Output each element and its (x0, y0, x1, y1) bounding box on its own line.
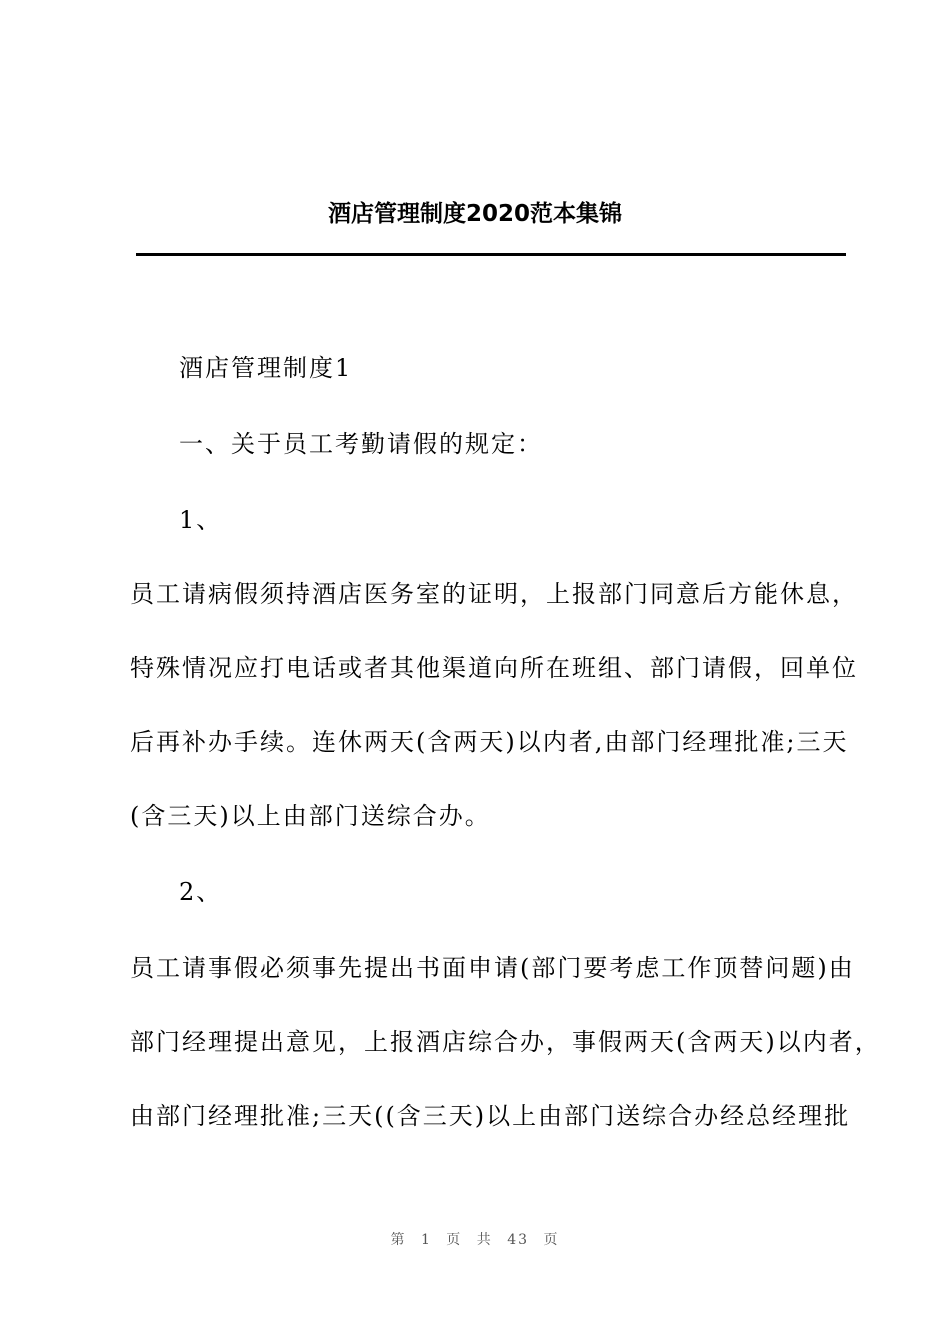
page-footer: 第 1 页 共 43 页 (390, 1232, 560, 1248)
paragraph-line: 员工请事假必须事先提出书面申请(部门要考虑工作顶替问题)由 (130, 954, 855, 982)
item-number: 2、 (179, 878, 223, 906)
paragraph-line: 部门经理提出意见，上报酒店综合办，事假两天(含两天)以内者， (130, 1028, 881, 1056)
paragraph-line: 后再补办手续。连休两天(含两天)以内者,由部门经理批准;三天 (130, 728, 849, 756)
document-title: 酒店管理制度2020范本集锦 (327, 201, 622, 227)
paragraph-line: 员工请病假须持酒店医务室的证明，上报部门同意后方能休息， (130, 580, 858, 608)
paragraph-line: 由部门经理批准;三天((含三天)以上由部门送综合办经总经理批 (130, 1102, 851, 1130)
paragraph-line: (含三天)以上由部门送综合办。 (130, 802, 491, 830)
subsection-heading: 一、关于员工考勤请假的规定： (179, 430, 543, 458)
title-underline (136, 253, 846, 256)
section-heading: 酒店管理制度1 (179, 354, 353, 382)
item-number: 1、 (179, 506, 223, 534)
paragraph-line: 特殊情况应打电话或者其他渠道向所在班组、部门请假，回单位 (130, 654, 858, 682)
